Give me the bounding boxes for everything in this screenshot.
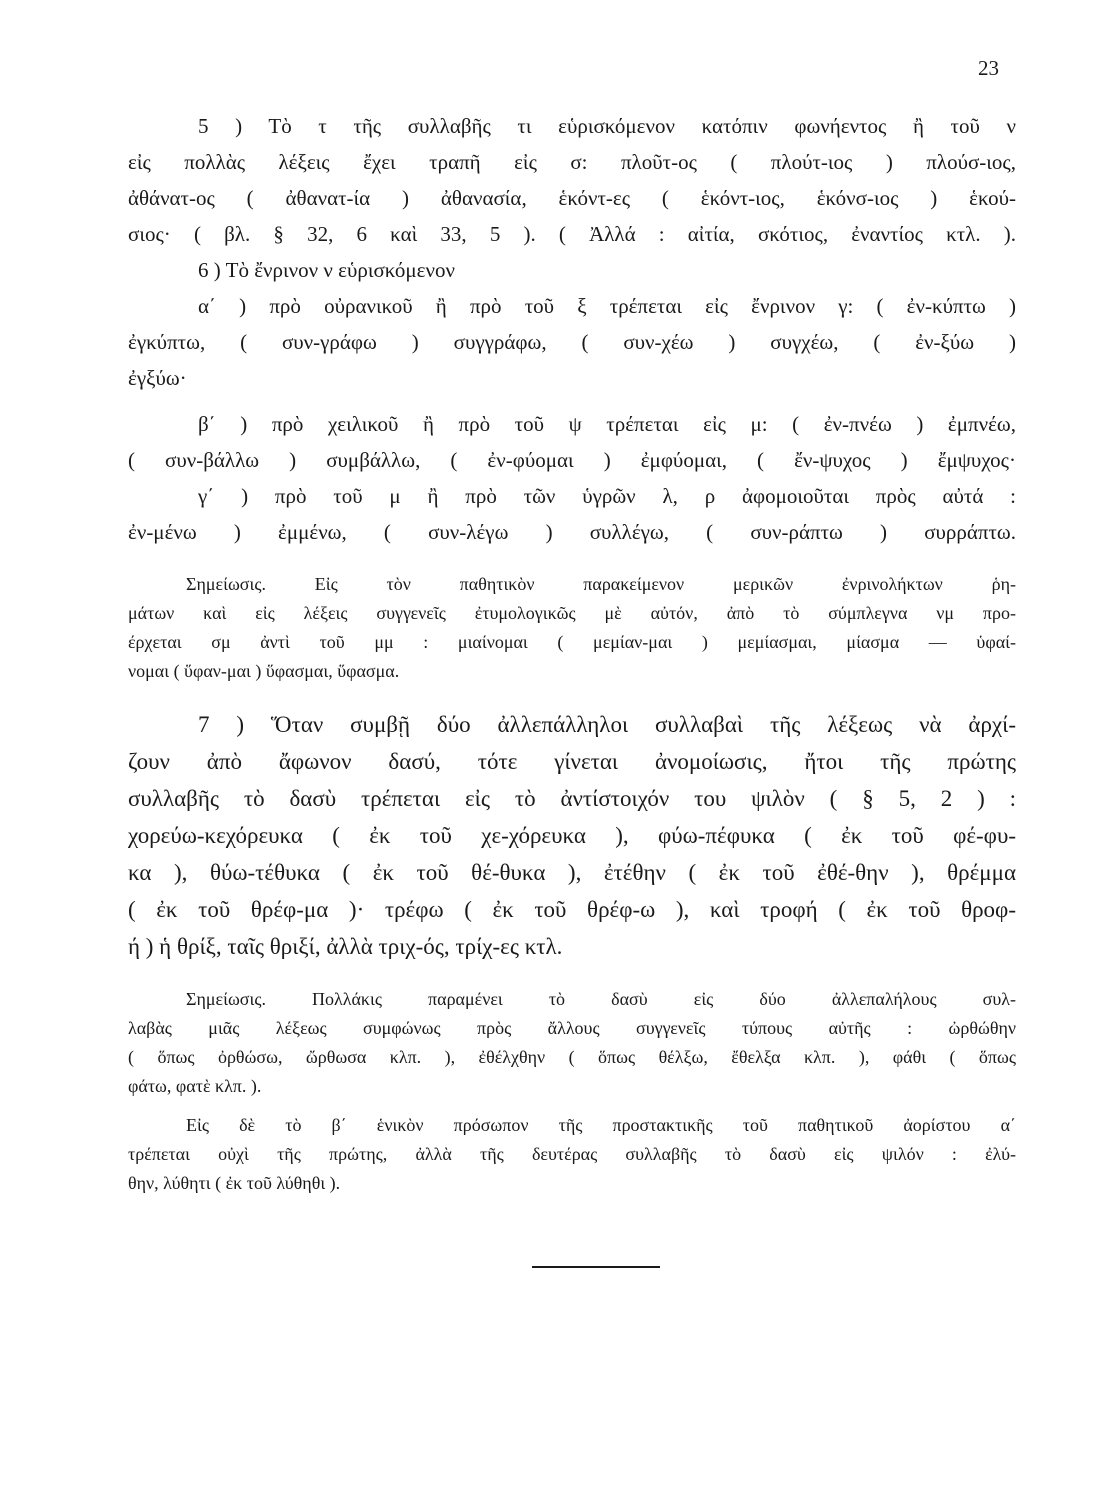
paragraph-5 xyxy=(128,108,1016,252)
text-line: ή ) ἡ θρίξ, ταῖς θριξί, ἀλλὰ τριχ-ός, τρίχ-ες κτλ. xyxy=(128,934,563,959)
text-line: θην, λύθητι ( ἐκ τοῦ λύθηθι ). xyxy=(128,1173,341,1193)
paragraph-6 xyxy=(128,252,1016,550)
text-line: τρέπεται οὐχὶ τῆς πρώτης, ἀλλὰ τῆς δευτέρας συλλαβῆς τὸ δασὺ εἰς ψιλόν : ἐλύ- xyxy=(128,1144,1016,1164)
text-line: β΄ ) πρὸ χειλικοῦ ἢ πρὸ τοῦ ψ τρέπεται εἰς μ: ( ἐν-πνέω ) ἐμπνέω, xyxy=(198,412,1016,436)
section-divider xyxy=(532,1266,660,1268)
text-line: κα ), θύω-τέθυκα ( ἐκ τοῦ θέ-θυκα ), ἐτέθην ( ἐκ τοῦ ἐθέ-θην ), θρέμμα xyxy=(128,860,1016,885)
page-number: 23 xyxy=(978,56,999,80)
page-body xyxy=(128,108,1016,1198)
text-line: ἐν-μένω ) ἐμμένω, ( συν-λέγω ) συλλέγω, ( συν-ράπτω ) συρράπτω. xyxy=(128,520,1016,544)
text-line: Σημείωσις. Πολλάκις παραμένει τὸ δασὺ εἰς δύο ἀλλεπαλήλους συλ- xyxy=(186,989,1016,1009)
text-line: ( ἐκ τοῦ θρέφ-μα )· τρέφω ( ἐκ τοῦ θρέφ-ω ), καὶ τροφή ( ἐκ τοῦ θροφ- xyxy=(128,897,1016,922)
text-line: συλλαβῆς τὸ δασὺ τρέπεται εἰς τὸ ἀντίστοιχόν του ψιλὸν ( § 5, 2 ) : xyxy=(128,786,1016,811)
text-line: 5 ) Τὸ τ τῆς συλλαβῆς τι εὑρισκόμενον κατόπιν φωνήεντος ἢ τοῦ ν xyxy=(198,114,1016,138)
text-line: ἐγξύω· xyxy=(128,366,187,390)
text-line: γ΄ ) πρὸ τοῦ μ ἢ πρὸ τῶν ὑγρῶν λ, ρ ἀφομοιοῦται πρὸς αὐτά : xyxy=(198,484,1016,508)
text-line: 6 ) Τὸ ἔνρινον ν εὑρισκόμενον xyxy=(198,258,455,282)
note-1 xyxy=(128,570,1016,686)
text-line: α΄ ) πρὸ οὐρανικοῦ ἢ πρὸ τοῦ ξ τρέπεται εἰς ἔνρινον γ: ( ἐν-κύπτω ) xyxy=(198,294,1016,318)
text-line: Εἰς δὲ τὸ β΄ ἑνικὸν πρόσωπον τῆς προστακτικῆς τοῦ παθητικοῦ ἀορίστου α΄ xyxy=(186,1115,1016,1135)
text-line: εἰς πολλὰς λέξεις ἔχει τραπῆ εἰς σ: πλοῦτ-ος ( πλούτ-ιος ) πλούσ-ιος, xyxy=(128,150,1016,174)
text-line: σιος· ( βλ. § 32, 6 καὶ 33, 5 ). ( Ἀλλά : αἰτία, σκότιος, ἐναντίος κτλ. ). xyxy=(128,222,1016,246)
text-line: ἀθάνατ-ος ( ἀθανατ-ία ) ἀθανασία, ἑκόντ-ες ( ἑκόντ-ιος, ἑκόνσ-ιος ) ἑκού- xyxy=(128,186,1016,210)
text-line: Σημείωσις. Εἰς τὸν παθητικὸν παρακείμενον μερικῶν ἐνρινολήκτων ῥη- xyxy=(186,574,1016,594)
text-line: χορεύω-κεχόρευκα ( ἐκ τοῦ χε-χόρευκα ), φύω-πέφυκα ( ἐκ τοῦ φέ-φυ- xyxy=(128,823,1016,848)
text-line: ( συν-βάλλω ) συμβάλλω, ( ἐν-φύομαι ) ἐμφύομαι, ( ἔν-ψυχος ) ἔμψυχος· xyxy=(128,448,1016,472)
text-line: έρχεται σμ ἀντὶ τοῦ μμ : μιαίνομαι ( μεμίαν-μαι ) μεμίασμαι, μίασμα — ὑφαί- xyxy=(128,632,1016,652)
note-3 xyxy=(128,1111,1016,1198)
text-line: μάτων καὶ εἰς λέξεις συγγενεῖς ἐτυμολογικῶς μὲ αὐτόν, ἀπὸ τὸ σύμπλεγνα νμ προ- xyxy=(128,603,1016,623)
text-line: φάτω, φατὲ κλπ. ). xyxy=(128,1076,262,1096)
text-line: 7 ) Ὅταν συμβῇ δύο ἀλλεπάλληλοι συλλαβαὶ τῆς λέξεως νὰ ἀρχί- xyxy=(198,712,1016,737)
text-line: ( ὅπως ὀρθώσω, ὤρθωσα κλπ. ), ἐθέλχθην ( ὅπως θέλξω, ἔθελξα κλπ. ), φάθι ( ὅπως xyxy=(128,1047,1016,1067)
text-line: ζουν ἀπὸ ἄφωνον δασύ, τότε γίνεται ἀνομοίωσις, ἤτοι τῆς πρώτης xyxy=(128,749,1016,774)
note-2 xyxy=(128,985,1016,1101)
paragraph-7 xyxy=(128,706,1016,965)
text-line: νομαι ( ὕφαν-μαι ) ὕφασμαι, ὕφασμα. xyxy=(128,661,400,681)
text-line: ἐγκύπτω, ( συν-γράφω ) συγγράφω, ( συν-χέω ) συγχέω, ( ἐν-ξύω ) xyxy=(128,330,1016,354)
text-line: λαβὰς μιᾶς λέξεως συμφώνως πρὸς ἄλλους συγγενεῖς τύπους αὐτῆς : ὠρθώθην xyxy=(128,1018,1016,1038)
